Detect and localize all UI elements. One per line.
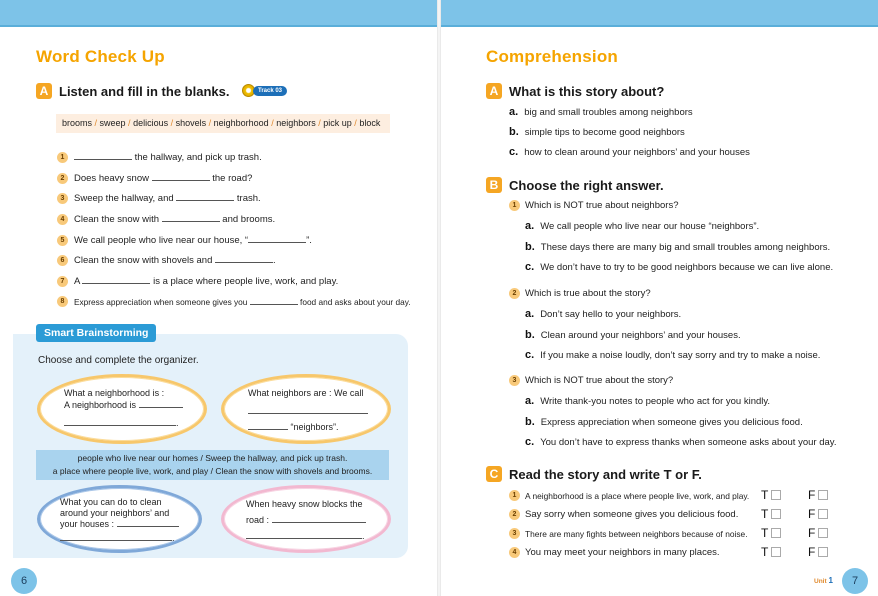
word-bank-item: shovels: [175, 118, 207, 128]
item-number: 7: [57, 276, 68, 287]
unit-label: [814, 576, 833, 585]
option-text: Express appreciation when someone gives you delicious food.: [540, 416, 803, 428]
word-check-up-title: Word Check Up: [36, 47, 165, 66]
organizer-bubble-clean: What you can do to clean around your neighbors’ and your houses : .: [37, 485, 202, 553]
part-c-badge: C: [486, 466, 502, 482]
false-checkbox[interactable]: [818, 490, 828, 500]
word-bank-item: sweep: [99, 118, 126, 128]
unit-word: Unit: [814, 578, 827, 585]
item-text: [74, 297, 411, 307]
option-letter: a.: [525, 220, 535, 232]
bubble-text: What neighbors are : We call: [248, 388, 364, 398]
word-separator: /: [351, 118, 360, 128]
bubble-text: road :: [246, 515, 270, 526]
word-bank-item: neighbors: [276, 118, 316, 128]
true-label: T: [761, 488, 769, 502]
item-text-after: food and asks about your day.: [297, 296, 411, 307]
word-bank-item: block: [359, 118, 381, 128]
right-part-c-heading: [486, 466, 702, 482]
true-option[interactable]: [761, 488, 781, 502]
answer-option[interactable]: [509, 126, 685, 138]
word-separator: /: [125, 118, 134, 128]
comprehension-title: Comprehension: [486, 47, 619, 66]
option-letter: a.: [525, 308, 535, 320]
answer-blank[interactable]: [152, 180, 210, 181]
option-text: Write thank-you notes to people who act for you kindly.: [540, 396, 771, 407]
word-bank: [56, 114, 390, 133]
true-option[interactable]: [761, 526, 781, 540]
answer-blank[interactable]: [272, 522, 366, 523]
item-text: There are many fights between neighbors because of noise.: [525, 528, 748, 539]
right-part-a-heading: [486, 83, 664, 99]
true-label: T: [761, 526, 769, 540]
item-text: [74, 193, 261, 204]
true-label: T: [761, 507, 769, 521]
question-number: 2: [509, 288, 520, 299]
answer-option[interactable]: [525, 329, 741, 341]
question-number: 3: [509, 375, 520, 386]
question-text: Which is NOT true about the story?: [525, 375, 674, 386]
word-bank-item: pick up: [323, 118, 352, 128]
left-part-a-heading: [36, 83, 229, 99]
item-number: 3: [509, 528, 520, 539]
part-b-heading-text: Choose the right answer.: [509, 177, 664, 193]
item-text: [74, 152, 262, 163]
answer-blank[interactable]: [248, 413, 368, 414]
option-letter: c.: [525, 261, 535, 273]
item-text: You may meet your neighbors in many places.: [525, 547, 720, 558]
item-text-before: Clean the snow with shovels and: [74, 255, 215, 266]
option-letter: c.: [525, 349, 535, 361]
true-false-item: [509, 509, 738, 520]
option-text: We call people who live near our house “neighbors”.: [540, 221, 760, 232]
answer-option[interactable]: [525, 220, 759, 232]
true-checkbox[interactable]: [771, 528, 781, 538]
part-b-badge: B: [486, 177, 502, 193]
option-text: Don’t say hello to your neighbors.: [540, 309, 682, 320]
item-text-after: trash.: [234, 193, 261, 204]
answer-blank[interactable]: [139, 407, 183, 408]
word-separator: /: [315, 118, 324, 128]
false-label: F: [808, 545, 816, 559]
bubble-text: When heavy snow blocks the: [246, 499, 363, 509]
word-separator: /: [168, 118, 176, 128]
answer-option[interactable]: [525, 261, 833, 273]
track-button[interactable]: [242, 84, 287, 97]
question: [509, 288, 651, 299]
item-number: 1: [57, 152, 68, 163]
option-letter: b.: [525, 328, 535, 341]
option-text: You don’t have to express thanks when someone asks about your day.: [540, 437, 837, 448]
question-number: 1: [509, 200, 520, 211]
false-option[interactable]: [808, 488, 828, 502]
false-label: F: [808, 488, 816, 502]
item-number: 1: [509, 490, 520, 501]
option-text: big and small troubles among neighbors: [524, 107, 693, 118]
item-number: 4: [57, 214, 68, 225]
fill-blank-item: [57, 255, 276, 266]
item-text-after: is a place where people live, work, and play.: [150, 276, 339, 287]
option-letter: a.: [525, 395, 535, 407]
part-c-heading-text: Read the story and write T or F.: [509, 466, 702, 482]
word-bank-item: brooms: [62, 118, 93, 128]
true-false-item: [509, 528, 748, 539]
answer-blank[interactable]: [250, 304, 298, 305]
unit-number: 1: [828, 576, 833, 585]
item-number: 6: [57, 255, 68, 266]
item-text-after: and brooms.: [219, 214, 276, 225]
fill-blank-item: [57, 276, 338, 287]
false-checkbox[interactable]: [818, 509, 828, 519]
answer-blank[interactable]: [248, 429, 288, 430]
option-letter: c.: [509, 146, 519, 158]
page-spine: [437, 0, 441, 596]
item-text-after: ”.: [306, 235, 312, 246]
true-checkbox[interactable]: [771, 490, 781, 500]
word-bank-item: neighborhood: [213, 118, 269, 128]
item-text-before: Express appreciation when someone gives you: [74, 296, 250, 307]
item-number: 4: [509, 547, 520, 558]
false-option[interactable]: [808, 526, 828, 540]
bubble-text: What you can do to clean: [60, 497, 162, 507]
word-separator: /: [92, 118, 100, 128]
true-label: T: [761, 545, 769, 559]
true-checkbox[interactable]: [771, 547, 781, 557]
brainstorm-instruction: Choose and complete the organizer.: [38, 355, 199, 366]
item-text: [74, 214, 275, 225]
item-text: [74, 276, 338, 287]
item-text: A neighborhood is a place where people live, work, and play.: [525, 490, 750, 501]
false-checkbox[interactable]: [818, 528, 828, 538]
bubble-text: What a neighborhood is :: [64, 388, 165, 398]
organizer-bubble-snow: When heavy snow blocks the road : .: [221, 485, 391, 553]
word-separator: /: [268, 118, 277, 128]
true-checkbox[interactable]: [771, 509, 781, 519]
bubble-text: your houses :: [60, 518, 115, 529]
answer-blank[interactable]: [246, 538, 362, 539]
true-option[interactable]: [761, 507, 781, 521]
false-option[interactable]: [808, 507, 828, 521]
question: [509, 200, 678, 211]
item-text-after: the road?: [209, 173, 253, 184]
item-text: [74, 255, 276, 266]
bubble-text: “neighbors”.: [290, 422, 339, 433]
answer-options-line: people who live near our homes / Sweep the hallway, and pick up trash.: [77, 453, 348, 463]
fill-blank-item: [57, 235, 312, 246]
track-label: Track 03: [253, 86, 287, 96]
false-label: F: [808, 507, 816, 521]
false-option[interactable]: [808, 545, 828, 559]
answer-option[interactable]: [509, 106, 693, 118]
false-checkbox[interactable]: [818, 547, 828, 557]
answer-option[interactable]: [525, 349, 820, 361]
answer-option[interactable]: [525, 436, 836, 448]
true-false-item: [509, 490, 749, 501]
page-number-left: 6: [11, 568, 37, 594]
right-part-b-heading: [486, 177, 664, 193]
option-text: simple tips to become good neighbors: [524, 127, 685, 138]
question-text: Which is NOT true about neighbors?: [525, 200, 679, 211]
answer-option[interactable]: [525, 416, 803, 428]
option-letter: b.: [525, 240, 535, 253]
item-text-after: the hallway, and pick up trash.: [132, 152, 262, 163]
option-text: If you make a noise loudly, don’t say sorry and try to make a noise.: [540, 350, 821, 361]
item-number: 2: [509, 509, 520, 520]
option-text: how to clean around your neighbors’ and your houses: [524, 147, 750, 158]
fill-blank-item: [57, 152, 262, 163]
answer-blank[interactable]: [74, 159, 132, 160]
item-number: 8: [57, 296, 68, 307]
item-number: 2: [57, 173, 68, 184]
item-text-after: .: [273, 255, 276, 266]
answer-options-line: a place where people live, work, and play / Clean the snow with shovels and brooms.: [52, 466, 373, 476]
word-bank-item: delicious: [133, 118, 169, 128]
option-letter: b.: [525, 415, 535, 428]
bubble-text: around your neighbors’ and: [60, 507, 170, 518]
option-text: We don’t have to try to be good neighbors because we can live alone.: [540, 262, 834, 273]
answer-options-band: [36, 450, 389, 480]
item-text: Say sorry when someone gives you delicious food.: [525, 509, 739, 520]
true-option[interactable]: [761, 545, 781, 559]
word-separator: /: [206, 118, 214, 128]
answer-blank[interactable]: [248, 242, 306, 243]
item-text-before: Sweep the hallway, and: [74, 193, 177, 204]
page-number-right: 7: [842, 568, 868, 594]
fill-blank-item: [57, 173, 252, 184]
answer-blank[interactable]: [82, 283, 150, 284]
answer-option[interactable]: [509, 146, 750, 158]
bubble-text: A neighborhood is: [64, 400, 137, 411]
answer-blank[interactable]: [176, 200, 234, 201]
option-letter: c.: [525, 436, 535, 448]
fill-blank-item: [57, 214, 275, 225]
answer-option[interactable]: [525, 308, 681, 320]
answer-option[interactable]: [525, 395, 770, 407]
question-text: Which is true about the story?: [525, 288, 651, 299]
answer-blank[interactable]: [64, 425, 176, 426]
false-label: F: [808, 526, 816, 540]
organizer-bubble-neighbors: [221, 374, 391, 444]
part-a-badge: A: [36, 83, 52, 99]
fill-blank-item: [57, 296, 411, 307]
answer-blank[interactable]: [162, 221, 220, 222]
option-letter: a.: [509, 106, 519, 118]
item-text: [74, 235, 312, 246]
organizer-bubble-neighborhood: What a neighborhood is : A neighborhood is .: [37, 374, 207, 444]
fill-blank-item: [57, 193, 261, 204]
part-a-badge: A: [486, 83, 502, 99]
answer-option[interactable]: [525, 241, 830, 253]
part-a-heading-text: Listen and fill in the blanks.: [59, 83, 230, 99]
option-text: These days there are many big and small troubles among neighbors.: [540, 241, 831, 253]
item-text: [74, 173, 252, 184]
item-text-before: Does heavy snow: [74, 173, 152, 184]
item-text-before: Clean the snow with: [74, 214, 162, 225]
item-number: 5: [57, 235, 68, 246]
answer-blank[interactable]: [60, 540, 172, 541]
smart-brainstorming-label: Smart Brainstorming: [36, 324, 156, 342]
item-text-before: We call people who live near our house, “: [74, 235, 249, 246]
question: [509, 375, 673, 386]
item-number: 3: [57, 193, 68, 204]
part-a-heading-text: What is this story about?: [509, 83, 665, 99]
option-letter: b.: [509, 126, 519, 138]
true-false-item: [509, 547, 720, 558]
answer-blank[interactable]: [215, 262, 273, 263]
option-text: Clean around your neighbors’ and your houses.: [540, 329, 741, 341]
answer-blank[interactable]: [117, 526, 179, 527]
item-text-before: A: [74, 276, 83, 287]
